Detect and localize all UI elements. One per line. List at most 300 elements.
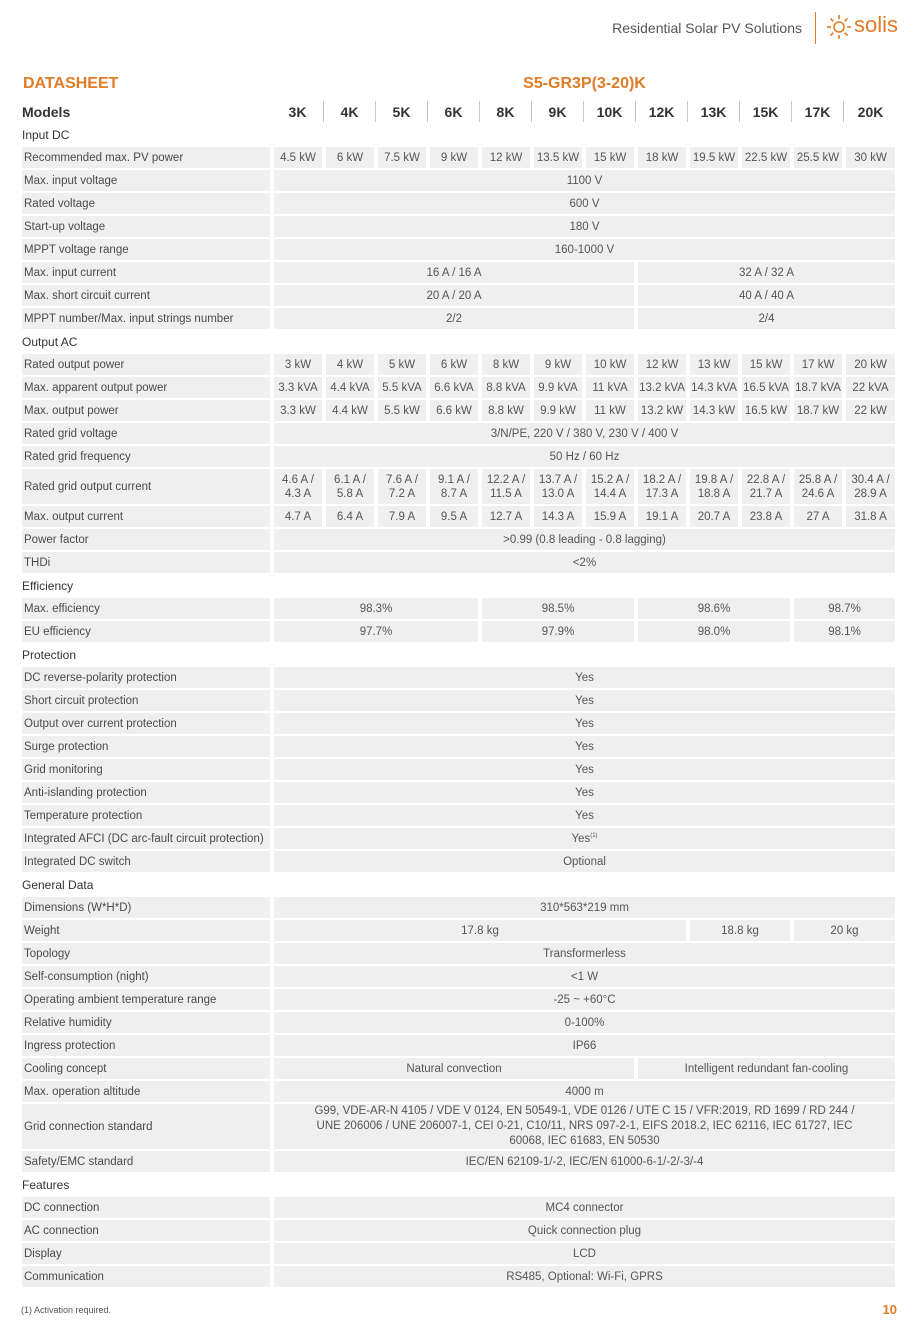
spec-value — [272, 713, 897, 734]
spec-row — [22, 1058, 897, 1079]
spec-value — [480, 598, 636, 619]
spec-value — [272, 736, 897, 757]
spec-label: THDi — [22, 552, 272, 573]
section-title: Efficiency — [22, 575, 897, 596]
spec-value — [376, 469, 428, 504]
model-header: 13K — [688, 101, 740, 122]
spec-value-text: 19.8 A / 18.8 A — [694, 473, 734, 500]
spec-value — [584, 354, 636, 375]
spec-value-text: 97.7% — [359, 625, 393, 638]
spec-value-text: 30.4 A / 28.9 A — [851, 473, 890, 500]
spec-value — [792, 598, 897, 619]
spec-value-text: Yes — [575, 671, 594, 684]
section-header-row — [22, 644, 897, 665]
spec-value-text: 40 A / 40 A — [739, 289, 794, 302]
spec-row — [22, 354, 897, 375]
spec-value-text: 50 Hz / 60 Hz — [549, 450, 620, 463]
spec-label: Weight — [22, 920, 272, 941]
spec-row — [22, 1266, 897, 1287]
spec-value-text: 18.7 kW — [796, 404, 840, 417]
spec-label: Communication — [22, 1266, 272, 1287]
spec-row — [22, 667, 897, 688]
spec-label: Rated grid frequency — [22, 446, 272, 467]
spec-value-text: >0.99 (0.8 leading - 0.8 lagging) — [503, 533, 666, 546]
spec-label: Max. input current — [22, 262, 272, 283]
section-header-row — [22, 331, 897, 352]
spec-value — [740, 469, 792, 504]
header-tagline: Residential Solar PV Solutions — [612, 20, 802, 36]
spec-value-text: 20 A / 20 A — [426, 289, 482, 302]
spec-value-text: 8.8 kVA — [486, 381, 526, 394]
spec-value-text: 31.8 A — [854, 510, 887, 523]
spec-value-text: 16.5 kVA — [743, 381, 789, 394]
spec-value-text: 12 kW — [645, 358, 679, 371]
spec-value-text: 22.8 A / 21.7 A — [746, 473, 786, 500]
spec-value-text: 17 kW — [801, 358, 835, 371]
spec-value — [324, 354, 376, 375]
spec-row — [22, 713, 897, 734]
datasheet-label: DATASHEET — [23, 75, 119, 92]
spec-value — [428, 469, 480, 504]
spec-row — [22, 828, 897, 849]
spec-value — [376, 400, 428, 421]
spec-row — [22, 920, 897, 941]
spec-value-text: Yes — [575, 786, 594, 799]
model-header: 9K — [532, 101, 584, 122]
spec-value-text: 6.6 kVA — [434, 381, 474, 394]
spec-label: Power factor — [22, 529, 272, 550]
spec-value-text: 1100 V — [566, 174, 603, 187]
spec-value — [792, 377, 844, 398]
spec-value-text: IP66 — [572, 1039, 597, 1052]
sun-icon — [826, 13, 852, 41]
spec-value-text: 0-100% — [564, 1016, 605, 1029]
spec-value-text: IEC/EN 62109-1/-2, IEC/EN 61000-6-1/-2/-3/-4 — [465, 1155, 704, 1168]
spec-value-text: 7.5 kW — [384, 151, 420, 164]
spec-value — [688, 400, 740, 421]
spec-value-text: 98.3% — [359, 602, 393, 615]
spec-value-text: 22 kVA — [852, 381, 889, 394]
spec-value-text: <2% — [572, 556, 597, 569]
spec-value-text: 310*563*219 mm — [540, 901, 629, 914]
spec-value-text: 18 kW — [645, 151, 679, 164]
spec-label: Anti-islanding protection — [22, 782, 272, 803]
spec-row — [22, 262, 897, 283]
spec-row — [22, 193, 897, 214]
spec-row — [22, 216, 897, 237]
spec-value — [636, 469, 688, 504]
spec-value-text: 20.7 A — [697, 510, 731, 523]
spec-value-text: 9 kW — [440, 151, 468, 164]
spec-value-text: 12.7 A — [489, 510, 523, 523]
spec-label: Safety/EMC standard — [22, 1151, 272, 1172]
spec-value — [272, 966, 897, 987]
spec-value — [688, 354, 740, 375]
spec-row — [22, 598, 897, 619]
spec-value — [480, 147, 532, 168]
spec-value-text: 98.6% — [697, 602, 731, 615]
spec-value — [272, 1266, 897, 1287]
spec-value-text: 3.3 kVA — [278, 381, 318, 394]
spec-value — [272, 1058, 636, 1079]
spec-value-text: 3/N/PE, 220 V / 380 V, 230 V / 400 V — [490, 427, 679, 440]
spec-value — [428, 506, 480, 527]
spec-value — [844, 354, 897, 375]
spec-value — [636, 285, 897, 306]
spec-value-text: 6 kW — [440, 358, 468, 371]
spec-value — [272, 193, 897, 214]
spec-value — [532, 506, 584, 527]
spec-label: Ingress protection — [22, 1035, 272, 1056]
spec-value-text: 15.2 A / 14.4 A — [590, 473, 630, 500]
spec-value — [636, 308, 897, 329]
spec-value-text: 98.5% — [541, 602, 575, 615]
spec-label: Rated grid voltage — [22, 423, 272, 444]
spec-value — [428, 354, 480, 375]
spec-row — [22, 851, 897, 872]
spec-value — [428, 400, 480, 421]
spec-value-text: 4.6 A / 4.3 A — [282, 473, 314, 500]
spec-value — [844, 506, 897, 527]
spec-label: Max. apparent output power — [22, 377, 272, 398]
spec-value — [272, 529, 897, 550]
spec-row — [22, 1151, 897, 1172]
spec-value — [272, 239, 897, 260]
spec-row — [22, 621, 897, 642]
spec-value — [480, 621, 636, 642]
model-header: 10K — [584, 101, 636, 122]
spec-value-text: 600 V — [569, 197, 600, 210]
spec-label: Operating ambient temperature range — [22, 989, 272, 1010]
spec-row — [22, 170, 897, 191]
spec-label: Rated voltage — [22, 193, 272, 214]
spec-value-text: 9.9 kW — [540, 404, 576, 417]
footnote-marker: (1) — [590, 832, 598, 839]
section-title: Output AC — [22, 331, 897, 352]
spec-row — [22, 943, 897, 964]
spec-value — [272, 285, 636, 306]
spec-value — [740, 506, 792, 527]
spec-value — [584, 506, 636, 527]
spec-value — [272, 667, 897, 688]
spec-value — [636, 400, 688, 421]
spec-row — [22, 1035, 897, 1056]
spec-row — [22, 446, 897, 467]
spec-value-text: 18.2 A / 17.3 A — [642, 473, 682, 500]
spec-value-text: 14.3 kVA — [691, 381, 737, 394]
logo-wordmark: solis — [854, 12, 899, 37]
spec-value — [584, 469, 636, 504]
spec-value — [272, 1151, 897, 1172]
spec-label: Self-consumption (night) — [22, 966, 272, 987]
spec-value — [636, 1058, 897, 1079]
spec-row — [22, 239, 897, 260]
spec-value-text: 98.1% — [828, 625, 861, 638]
spec-value-text: 18.8 kg — [721, 924, 759, 937]
spec-label: Max. input voltage — [22, 170, 272, 191]
spec-value-text: Optional — [563, 855, 606, 868]
section-title: Input DC — [22, 124, 897, 145]
section-header-row — [22, 124, 897, 145]
spec-value-text: 5.5 kW — [384, 404, 420, 417]
spec-value-text: Yes — [571, 832, 591, 845]
spec-value-text: 8 kW — [492, 358, 520, 371]
spec-value-text: 7.9 A — [388, 510, 416, 523]
spec-value — [272, 446, 897, 467]
spec-label: Temperature protection — [22, 805, 272, 826]
spec-value-text: 19.1 A — [645, 510, 679, 523]
spec-row — [22, 469, 897, 504]
spec-value-text: 98.0% — [697, 625, 731, 638]
spec-value — [688, 920, 792, 941]
spec-value — [636, 506, 688, 527]
spec-value-text: 3 kW — [284, 358, 312, 371]
spec-value — [428, 377, 480, 398]
spec-value — [272, 805, 897, 826]
spec-value-text: Yes — [575, 809, 594, 822]
spec-value — [272, 400, 324, 421]
spec-value — [324, 400, 376, 421]
spec-label: MPPT number/Max. input strings number — [22, 308, 272, 329]
spec-label: Relative humidity — [22, 1012, 272, 1033]
spec-value — [272, 354, 324, 375]
spec-value-text: 9.1 A / 8.7 A — [438, 473, 470, 500]
section-title: Protection — [22, 644, 897, 665]
spec-label: Integrated AFCI (DC arc-fault circuit protection) — [22, 828, 272, 849]
spec-row — [22, 1081, 897, 1102]
spec-value — [272, 920, 688, 941]
section-header-row — [22, 1174, 897, 1195]
spec-label: EU efficiency — [22, 621, 272, 642]
spec-value-text: 19.5 kW — [692, 151, 736, 164]
spec-value — [584, 147, 636, 168]
spec-row — [22, 1197, 897, 1218]
spec-value-text: 30 kW — [854, 151, 887, 164]
spec-value — [272, 308, 636, 329]
spec-value — [636, 147, 688, 168]
spec-value — [844, 377, 897, 398]
spec-value-text: 16.5 kW — [744, 404, 788, 417]
spec-value — [272, 1243, 897, 1264]
spec-value-text: 2/2 — [446, 312, 462, 325]
spec-label: Recommended max. PV power — [22, 147, 272, 168]
spec-value — [636, 262, 897, 283]
spec-value — [792, 147, 844, 168]
spec-value — [272, 1035, 897, 1056]
spec-value — [480, 377, 532, 398]
model-header: 15K — [740, 101, 792, 122]
spec-label: Max. output current — [22, 506, 272, 527]
spec-value-text: Natural convection — [406, 1062, 502, 1075]
section-title: General Data — [22, 874, 897, 895]
model-series-title: S5-GR3P(3-20)K — [523, 75, 646, 92]
spec-value — [532, 469, 584, 504]
spec-value-text: 160-1000 V — [554, 243, 615, 256]
spec-value — [740, 400, 792, 421]
spec-value — [376, 377, 428, 398]
spec-label: Rated output power — [22, 354, 272, 375]
spec-table-body — [22, 101, 897, 1287]
spec-value-text: LCD — [572, 1247, 596, 1260]
spec-value-text: 14.3 A — [541, 510, 575, 523]
spec-value-text: 2/4 — [758, 312, 775, 325]
spec-value-text: 6.4 A — [336, 510, 364, 523]
spec-value-text: 20 kW — [854, 358, 887, 371]
spec-value — [740, 147, 792, 168]
spec-value — [428, 147, 480, 168]
spec-label: Cooling concept — [22, 1058, 272, 1079]
spec-value-text: 4.5 kW — [280, 151, 316, 164]
spec-value — [480, 400, 532, 421]
spec-value — [272, 759, 897, 780]
spec-label: Max. output power — [22, 400, 272, 421]
spec-value — [376, 354, 428, 375]
spec-row — [22, 377, 897, 398]
spec-value — [272, 598, 480, 619]
spec-row — [22, 1104, 897, 1149]
spec-value-text: 3.3 kW — [280, 404, 316, 417]
spec-row — [22, 1243, 897, 1264]
spec-value-text: 7.6 A / 7.2 A — [386, 473, 418, 500]
model-header: 20K — [844, 101, 897, 122]
spec-value-text: 25.8 A / 24.6 A — [798, 473, 838, 500]
spec-value — [272, 216, 897, 237]
spec-value — [272, 147, 324, 168]
spec-label: Short circuit protection — [22, 690, 272, 711]
spec-value-text: 23.8 A — [749, 510, 783, 523]
spec-label: AC connection — [22, 1220, 272, 1241]
spec-value-text: Yes — [575, 763, 594, 776]
spec-value-text: 13.7 A / 13.0 A — [538, 473, 578, 500]
spec-value — [792, 354, 844, 375]
page-header — [0, 0, 920, 60]
spec-row — [22, 552, 897, 573]
spec-value — [584, 400, 636, 421]
spec-row — [22, 285, 897, 306]
spec-value — [272, 552, 897, 573]
spec-value — [636, 621, 792, 642]
spec-value-text: 15 kW — [593, 151, 627, 164]
spec-row — [22, 400, 897, 421]
spec-value-text: 22.5 kW — [744, 151, 788, 164]
spec-row — [22, 1220, 897, 1241]
spec-label: Start-up voltage — [22, 216, 272, 237]
model-header: 5K — [376, 101, 428, 122]
spec-value — [480, 469, 532, 504]
spec-value-text: 4.4 kW — [332, 404, 368, 417]
spec-label: Max. operation altitude — [22, 1081, 272, 1102]
spec-value — [636, 354, 688, 375]
spec-value-text: 180 V — [569, 220, 600, 233]
model-header: 3K — [272, 101, 324, 122]
models-label: Models — [22, 101, 272, 122]
spec-value-text: 11 kW — [594, 404, 626, 417]
spec-value — [792, 506, 844, 527]
spec-value — [324, 469, 376, 504]
model-header: 17K — [792, 101, 844, 122]
section-title: Features — [22, 1174, 897, 1195]
spec-row — [22, 529, 897, 550]
spec-value-text: 16 A / 16 A — [426, 266, 482, 279]
spec-value — [376, 506, 428, 527]
spec-label: Display — [22, 1243, 272, 1264]
spec-row — [22, 736, 897, 757]
spec-value-text: 9.5 A — [440, 510, 468, 523]
spec-value — [688, 506, 740, 527]
spec-value — [272, 782, 897, 803]
spec-value — [844, 147, 897, 168]
spec-label: DC reverse-polarity protection — [22, 667, 272, 688]
spec-value-text: 12.2 A / 11.5 A — [486, 473, 526, 500]
spec-value-text: 14.3 kW — [692, 404, 736, 417]
spec-label: Grid monitoring — [22, 759, 272, 780]
spec-label: Max. efficiency — [22, 598, 272, 619]
spec-label: DC connection — [22, 1197, 272, 1218]
spec-label: Dimensions (W*H*D) — [22, 897, 272, 918]
brand-logo — [826, 13, 906, 43]
model-header: 12K — [636, 101, 688, 122]
spec-value-text: 4000 m — [565, 1085, 604, 1098]
spec-value-text: -25 ~ +60°C — [553, 993, 616, 1006]
spec-value — [792, 920, 897, 941]
spec-value — [272, 262, 636, 283]
spec-value-text: 4 kW — [336, 358, 364, 371]
spec-row — [22, 423, 897, 444]
spec-value — [792, 469, 844, 504]
spec-value-text: 5 kW — [388, 358, 416, 371]
spec-value-text: Transformerless — [543, 947, 626, 960]
spec-value-text: 11 kVA — [592, 381, 628, 394]
spec-value-text: 6.1 A / 5.8 A — [334, 473, 366, 500]
spec-label: Integrated DC switch — [22, 851, 272, 872]
spec-row — [22, 805, 897, 826]
spec-value — [688, 377, 740, 398]
models-header-row — [22, 101, 897, 122]
spec-value-text: 13.5 kW — [536, 151, 580, 164]
spec-value — [272, 377, 324, 398]
spec-value — [272, 943, 897, 964]
spec-value — [584, 377, 636, 398]
page-number: 10 — [882, 1302, 897, 1317]
spec-value — [636, 598, 792, 619]
spec-row — [22, 690, 897, 711]
spec-value — [844, 400, 897, 421]
section-header-row — [22, 575, 897, 596]
spec-value-text: 4.4 kVA — [330, 381, 370, 394]
spec-value-text: 6.6 kW — [436, 404, 472, 417]
spec-label: Rated grid output current — [22, 469, 272, 504]
spec-value — [792, 621, 897, 642]
spec-value — [688, 147, 740, 168]
spec-value-text: RS485, Optional: Wi-Fi, GPRS — [506, 1270, 663, 1283]
spec-value-text: 9.9 kVA — [538, 381, 578, 394]
spec-value-text: 97.9% — [541, 625, 575, 638]
spec-value-text: 15 kW — [749, 358, 783, 371]
spec-value — [272, 1012, 897, 1033]
spec-value-text: 98.7% — [828, 602, 861, 615]
spec-value — [844, 469, 897, 504]
spec-value-text: 32 A / 32 A — [739, 266, 794, 279]
spec-row — [22, 308, 897, 329]
spec-label: Output over current protection — [22, 713, 272, 734]
spec-value-text: 22 kW — [854, 404, 887, 417]
model-header: 4K — [324, 101, 376, 122]
footnote: (1) Activation required. — [21, 1305, 112, 1315]
spec-value — [532, 377, 584, 398]
spec-value-text: 10 kW — [593, 358, 627, 371]
spec-label: Topology — [22, 943, 272, 964]
spec-value — [376, 147, 428, 168]
